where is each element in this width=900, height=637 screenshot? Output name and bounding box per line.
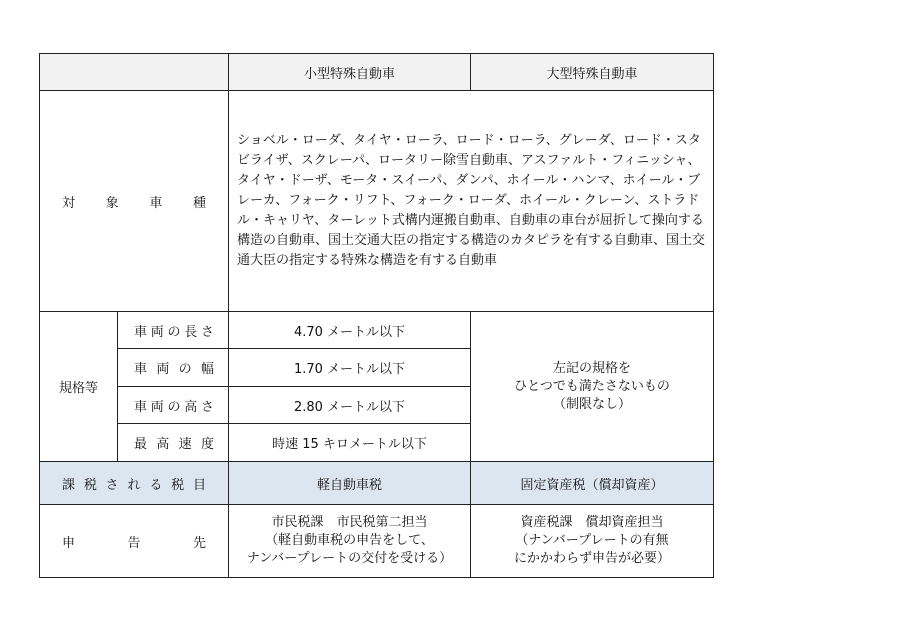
filing-small-line: ナンバープレートの交付を受ける） <box>246 551 453 566</box>
filing-large <box>471 505 714 578</box>
spec-value-speed: 時速 15 キロメートル以下 <box>229 424 471 462</box>
vehicle-tax-table <box>39 53 714 578</box>
header-large-special: 大型特殊自動車 <box>471 54 714 91</box>
filing-small <box>229 505 471 578</box>
target-vehicles-row <box>40 91 714 312</box>
filing-row <box>40 505 714 578</box>
spec-name-speed: 最高速度 <box>118 424 229 462</box>
filing-large-line: 資産税課 償却資産担当 <box>520 515 664 530</box>
header-corner-cell <box>40 54 229 91</box>
tax-row <box>40 462 714 505</box>
specs-label: 規格等 <box>40 312 118 462</box>
tax-small: 軽自動車税 <box>229 462 471 505</box>
tax-label: 課税される税目 <box>40 462 229 505</box>
filing-small-line: 市民税課 市民税第二担当 <box>271 515 428 530</box>
tax-large: 固定資産税（償却資産） <box>471 462 714 505</box>
spec-large-line: ひとつでも満たさないもの <box>514 378 670 394</box>
spec-large-line: 左記の規格を <box>552 360 631 376</box>
header-row <box>40 54 714 91</box>
spec-name-length: 車両の長さ <box>118 312 229 349</box>
target-vehicles-description: ショベル・ローダ、タイヤ・ローラ、ロード・ローラ、グレーダ、ロード・スタビライザ、スクレーパ、ロータリー除雪自動車、アスファルト・フィニッシャ、タイヤ・ドーザ、モータ・スイーパ、ダンパ、ホイール・ハンマ、ホイール・ブレーカ、フォーク・リフト、フォーク・ローダ、ホイール・クレーン、ストラドル・キャリヤ、ターレット式構内運搬自動車、自動車の車台が屈折して操向する構造の自動車、国土交通大臣の指定する構造のカタピラを有する自動車、国土交通大臣の指定する特殊な構造を有する自動車 <box>229 91 714 312</box>
filing-label: 申告先 <box>40 505 229 578</box>
filing-large-line: にかかわらず申告が必要） <box>513 551 670 566</box>
filing-large-line: （ナンバープレートの有無 <box>515 533 669 548</box>
spec-value-height: 2.80 メートル以下 <box>229 387 471 424</box>
spec-large-condition <box>471 312 714 462</box>
spec-large-line: （制限なし） <box>552 396 631 412</box>
filing-small-line: （軽自動車税の申告をして、 <box>265 533 434 548</box>
spec-name-height: 車両の高さ <box>118 387 229 424</box>
spec-value-length: 4.70 メートル以下 <box>229 312 471 349</box>
header-small-special: 小型特殊自動車 <box>229 54 471 91</box>
target-vehicles-label: 対象車種 <box>40 91 229 312</box>
spec-value-width: 1.70 メートル以下 <box>229 349 471 387</box>
spec-name-width: 車両の幅 <box>118 349 229 387</box>
spec-row <box>40 312 714 349</box>
